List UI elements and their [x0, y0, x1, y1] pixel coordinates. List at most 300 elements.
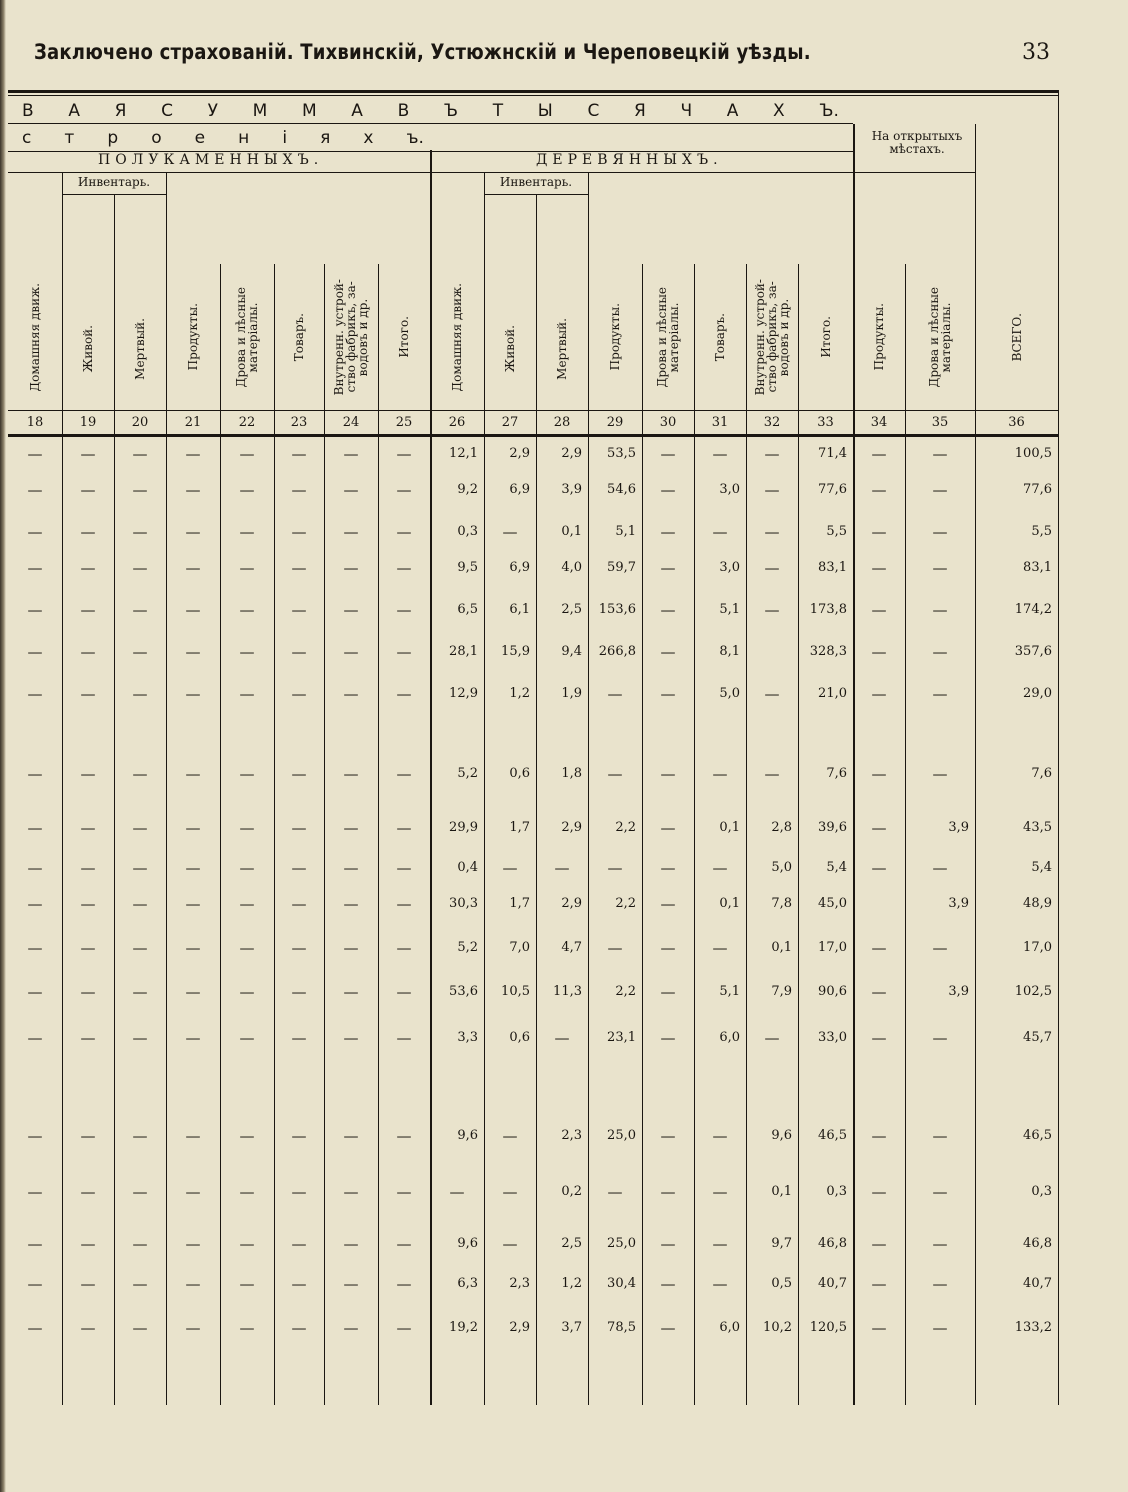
table-cell: —: [291, 1183, 307, 1201]
table-cell: —: [27, 481, 43, 499]
table-cell: —: [239, 559, 255, 577]
table-cell: —: [932, 601, 948, 619]
table-cell: 5,5: [1031, 524, 1052, 539]
table-cell: 90,6: [818, 984, 847, 999]
table-cell: —: [291, 983, 307, 1001]
table-cell: 9,5: [457, 560, 478, 575]
table-cell: —: [185, 601, 201, 619]
table-cell: —: [27, 1275, 43, 1293]
table-cell: 46,8: [818, 1236, 847, 1251]
table-cell: —: [554, 1029, 570, 1047]
table-cell: —: [712, 523, 728, 541]
table-cell: 43,5: [1023, 820, 1052, 835]
table-cell: 266,8: [598, 644, 636, 659]
table-cell: 53,5: [607, 446, 636, 461]
table-cell: 0,1: [561, 524, 582, 539]
table-cell: 9,4: [561, 644, 582, 659]
table-cell: —: [660, 983, 676, 1001]
table-cell: —: [80, 1235, 96, 1253]
table-cell: —: [239, 445, 255, 463]
table-cell: —: [185, 1183, 201, 1201]
table-cell: —: [660, 1029, 676, 1047]
table-cell: —: [396, 895, 412, 913]
table-cell: 153,6: [598, 602, 636, 617]
table-cell: —: [27, 1183, 43, 1201]
table-cell: —: [343, 1183, 359, 1201]
table-cell: —: [80, 559, 96, 577]
table-cell: —: [239, 939, 255, 957]
table-cell: —: [80, 601, 96, 619]
table-cell: —: [932, 1029, 948, 1047]
table-cell: —: [660, 859, 676, 877]
table-cell: —: [396, 1029, 412, 1047]
table-cell: —: [291, 601, 307, 619]
table-cell: —: [185, 1319, 201, 1337]
table-cell: 3,0: [719, 560, 740, 575]
column-heading-label: Внутренн. устрой- ство фабрикъ, за- водовъ и др.: [753, 278, 791, 396]
table-cell: —: [607, 765, 623, 783]
table-cell: —: [80, 819, 96, 837]
table-cell: 120,5: [809, 1320, 847, 1335]
table-cell: —: [343, 983, 359, 1001]
table-cell: —: [932, 523, 948, 541]
table-cell: —: [80, 1183, 96, 1201]
table-cell: —: [932, 859, 948, 877]
table-cell: 173,8: [809, 602, 847, 617]
table-cell: —: [132, 895, 148, 913]
column-number: 36: [1008, 415, 1025, 430]
table-cell: 133,2: [1014, 1320, 1052, 1335]
table-cell: 2,9: [509, 446, 530, 461]
table-cell: —: [80, 1127, 96, 1145]
table-cell: —: [132, 765, 148, 783]
table-cell: —: [712, 445, 728, 463]
table-cell: 100,5: [1014, 446, 1052, 461]
table-cell: —: [80, 983, 96, 1001]
table-cell: —: [343, 895, 359, 913]
table-cell: —: [871, 1275, 887, 1293]
table-cell: 328,3: [809, 644, 847, 659]
table-cell: —: [27, 895, 43, 913]
column-heading: [274, 266, 324, 408]
table-cell: 5,2: [457, 940, 478, 955]
table-cell: 2,2: [615, 896, 636, 911]
band-letter: я: [320, 128, 331, 148]
table-cell: —: [932, 559, 948, 577]
table-cell: —: [27, 819, 43, 837]
table-cell: 8,1: [719, 644, 740, 659]
table-cell: 30,3: [449, 896, 478, 911]
table-cell: —: [80, 939, 96, 957]
table-cell: —: [291, 481, 307, 499]
table-cell: —: [871, 445, 887, 463]
column-number: 35: [931, 415, 949, 430]
band-letter: ъ.: [406, 128, 424, 148]
table-cell: —: [291, 445, 307, 463]
top-rule-thin: [8, 95, 1058, 96]
table-cell: 1,7: [509, 896, 530, 911]
table-cell: —: [132, 685, 148, 703]
table-cell: —: [932, 1275, 948, 1293]
table-cell: —: [871, 1319, 887, 1337]
table-cell: —: [132, 1183, 148, 1201]
table-cell: —: [343, 601, 359, 619]
table-cell: —: [185, 1127, 201, 1145]
table-cell: —: [80, 1029, 96, 1047]
band-letter: е: [194, 128, 206, 148]
table-cell: —: [343, 559, 359, 577]
table-cell: —: [185, 895, 201, 913]
table-cell: —: [871, 765, 887, 783]
table-cell: —: [712, 939, 728, 957]
table-cell: —: [291, 523, 307, 541]
band-letter: В: [397, 101, 410, 121]
table-cell: 6,0: [719, 1320, 740, 1335]
column-heading: [220, 266, 274, 408]
table-cell: —: [343, 859, 359, 877]
column-number: 24: [342, 415, 360, 430]
column-number: 21: [184, 415, 202, 430]
table-cell: —: [291, 939, 307, 957]
column-heading: [62, 290, 114, 408]
table-cell: —: [396, 939, 412, 957]
column-number: 26: [448, 415, 466, 430]
table-cell: —: [932, 643, 948, 661]
band-letter: т: [64, 128, 75, 148]
table-cell: 29,9: [449, 820, 478, 835]
table-cell: —: [502, 859, 518, 877]
column-number: 32: [763, 415, 781, 430]
column-heading: [746, 266, 798, 408]
table-cell: —: [607, 685, 623, 703]
table-cell: 9,2: [457, 482, 478, 497]
table-cell: —: [291, 1235, 307, 1253]
inventory-side-rule: [166, 172, 167, 264]
table-cell: 3,9: [948, 984, 969, 999]
band-letter: Ъ.: [819, 101, 839, 121]
table-cell: —: [239, 1235, 255, 1253]
band-letter: Я: [633, 101, 646, 121]
table-cell: 77,6: [1023, 482, 1052, 497]
table-cell: —: [660, 895, 676, 913]
inventory-heading-wooden: Инвентарь.: [499, 175, 573, 189]
table-cell: 0,3: [457, 524, 478, 539]
table-cell: 19,2: [449, 1320, 478, 1335]
column-heading-label: Домашняя движ.: [28, 282, 42, 392]
table-cell: —: [239, 1127, 255, 1145]
table-cell: 4,7: [561, 940, 582, 955]
table-cell: —: [185, 1235, 201, 1253]
table-cell: —: [343, 1127, 359, 1145]
table-cell: —: [239, 481, 255, 499]
column-number: 19: [79, 415, 97, 430]
table-cell: —: [132, 819, 148, 837]
table-cell: —: [660, 1319, 676, 1337]
table-cell: —: [554, 859, 570, 877]
column-number: 28: [553, 415, 571, 430]
column-heading-label: Домашняя движ.: [450, 282, 464, 392]
table-cell: —: [660, 559, 676, 577]
table-cell: 5,4: [826, 860, 847, 875]
table-cell: 5,1: [719, 602, 740, 617]
table-cell: 83,1: [818, 560, 847, 575]
table-cell: —: [871, 939, 887, 957]
table-cell: —: [291, 1029, 307, 1047]
table-cell: —: [871, 523, 887, 541]
table-cell: 4,0: [561, 560, 582, 575]
table-cell: 5,1: [615, 524, 636, 539]
open-group-rule: [853, 172, 975, 173]
table-cell: —: [132, 1235, 148, 1253]
table-cell: 1,7: [509, 820, 530, 835]
table-cell: —: [27, 523, 43, 541]
band-letter: У: [207, 101, 218, 121]
table-cell: —: [343, 819, 359, 837]
table-cell: —: [932, 1319, 948, 1337]
table-cell: —: [660, 523, 676, 541]
table-cell: —: [871, 1127, 887, 1145]
table-cell: —: [396, 983, 412, 1001]
table-cell: —: [396, 559, 412, 577]
table-cell: —: [502, 523, 518, 541]
table-cell: 357,6: [1014, 644, 1052, 659]
header-band-buildings: [8, 124, 438, 152]
table-cell: —: [871, 601, 887, 619]
table-cell: —: [239, 765, 255, 783]
table-cell: 5,0: [771, 860, 792, 875]
table-cell: —: [660, 939, 676, 957]
table-cell: —: [764, 1029, 780, 1047]
table-cell: 40,7: [818, 1276, 847, 1291]
table-cell: 30,4: [607, 1276, 636, 1291]
table-cell: —: [343, 445, 359, 463]
table-cell: —: [185, 445, 201, 463]
column-number: 30: [659, 415, 677, 430]
band-letter: Ы: [537, 101, 553, 121]
table-cell: —: [80, 643, 96, 661]
column-heading-label: Итого.: [818, 316, 833, 358]
table-cell: 2,9: [561, 896, 582, 911]
table-cell: 46,5: [1023, 1128, 1052, 1143]
table-cell: —: [712, 1275, 728, 1293]
table-cell: —: [80, 445, 96, 463]
table-cell: —: [80, 685, 96, 703]
column-heading: [430, 266, 484, 408]
table-cell: —: [239, 643, 255, 661]
band-letter: М: [301, 101, 317, 121]
table-cell: 46,8: [1023, 1236, 1052, 1251]
table-cell: 0,2: [561, 1184, 582, 1199]
table-cell: 59,7: [607, 560, 636, 575]
column-heading-label: Дрова и лѣсные матеріалы.: [234, 286, 260, 388]
table-cell: 78,5: [607, 1320, 636, 1335]
table-cell: —: [396, 1319, 412, 1337]
table-cell: 9,7: [771, 1236, 792, 1251]
group-heading-open-places: На открытыхъ мѣстахъ.: [871, 129, 963, 156]
table-cell: —: [132, 601, 148, 619]
table-cell: 12,1: [449, 446, 478, 461]
table-cell: [853, 894, 905, 914]
table-cell: —: [132, 481, 148, 499]
column-heading-label: Товаръ.: [292, 312, 306, 362]
table-cell: —: [396, 601, 412, 619]
column-rule: [536, 194, 537, 1405]
group-heading-semistone: ПОЛУКАМЕННЫХЪ.: [98, 152, 324, 168]
table-cell: 77,6: [818, 482, 847, 497]
table-cell: —: [132, 559, 148, 577]
band-letter: р: [107, 128, 119, 148]
table-cell: 29,0: [1023, 686, 1052, 701]
table-cell: —: [239, 859, 255, 877]
table-cell: —: [396, 643, 412, 661]
table-cell: —: [185, 559, 201, 577]
table-cell: —: [185, 643, 201, 661]
table-cell: —: [396, 859, 412, 877]
column-heading: [798, 266, 853, 408]
table-cell: —: [932, 765, 948, 783]
band-letter: Ч: [680, 101, 693, 121]
table-cell: 3,3: [457, 1030, 478, 1045]
table-cell: —: [660, 445, 676, 463]
table-cell: —: [871, 1183, 887, 1201]
table-cell: 53,6: [449, 984, 478, 999]
table-cell: —: [27, 1235, 43, 1253]
column-heading-label: Живой.: [81, 325, 95, 373]
table-cell: —: [291, 685, 307, 703]
table-cell: —: [660, 1127, 676, 1145]
table-cell: 2,3: [561, 1128, 582, 1143]
column-heading-label: Мертвый.: [555, 318, 569, 380]
page-binding-edge: [0, 0, 6, 1492]
table-cell: —: [80, 481, 96, 499]
table-cell: —: [291, 1127, 307, 1145]
column-heading: [114, 290, 166, 408]
table-cell: —: [291, 819, 307, 837]
table-cell: 5,5: [826, 524, 847, 539]
table-cell: —: [396, 1127, 412, 1145]
table-cell: 0,1: [771, 1184, 792, 1199]
column-number: 31: [711, 415, 729, 430]
table-cell: —: [239, 819, 255, 837]
column-number: 25: [395, 415, 413, 430]
inventory-side-rule: [484, 172, 485, 264]
table-cell: —: [871, 559, 887, 577]
column-heading: [8, 266, 62, 408]
table-cell: —: [343, 1029, 359, 1047]
table-cell: —: [27, 559, 43, 577]
table-cell: 2,2: [615, 984, 636, 999]
table-cell: 7,6: [1031, 766, 1052, 781]
table-cell: 46,5: [818, 1128, 847, 1143]
column-rule: [114, 194, 115, 1405]
table-cell: —: [871, 1235, 887, 1253]
column-heading: [536, 290, 588, 408]
table-cell: —: [80, 1319, 96, 1337]
band-letter: о: [151, 128, 162, 148]
column-number: 33: [817, 415, 834, 430]
column-heading: [166, 266, 220, 408]
column-number: 20: [131, 415, 149, 430]
table-cell: —: [132, 643, 148, 661]
table-cell: —: [27, 983, 43, 1001]
band-letter: х: [363, 128, 374, 148]
table-cell: —: [607, 939, 623, 957]
table-cell: 2,5: [561, 602, 582, 617]
table-cell: —: [343, 481, 359, 499]
column-heading: [324, 266, 378, 408]
band-letter: С: [161, 101, 173, 121]
table-cell: 0,4: [457, 860, 478, 875]
table-cell: —: [712, 1235, 728, 1253]
table-cell: —: [660, 481, 676, 499]
table-cell: 9,6: [771, 1128, 792, 1143]
band-letter: і: [282, 128, 288, 148]
table-cell: —: [764, 559, 780, 577]
statistical-table: [8, 90, 1058, 1420]
table-cell: —: [871, 643, 887, 661]
table-cell: 12,9: [449, 686, 478, 701]
band-letter: н: [238, 128, 250, 148]
table-cell: —: [607, 1183, 623, 1201]
table-cell: —: [660, 643, 676, 661]
table-cell: —: [660, 1183, 676, 1201]
table-cell: —: [502, 1183, 518, 1201]
column-heading-label: Продукты.: [186, 303, 200, 371]
table-cell: —: [712, 1127, 728, 1145]
table-cell: —: [871, 819, 887, 837]
table-cell: 2,9: [561, 446, 582, 461]
table-cell: 1,2: [561, 1276, 582, 1291]
table-cell: 23,1: [607, 1030, 636, 1045]
table-cell: —: [185, 983, 201, 1001]
table-cell: 6,3: [457, 1276, 478, 1291]
table-cell: 45,0: [818, 896, 847, 911]
column-heading-label: Дрова и лѣсные матеріалы.: [927, 286, 953, 388]
column-heading-label: Внутренн. устрой- ство фабрикъ, за- водовъ и др.: [332, 278, 370, 396]
table-cell: 10,5: [501, 984, 530, 999]
table-cell: 45,7: [1023, 1030, 1052, 1045]
table-cell: —: [396, 1235, 412, 1253]
table-cell: —: [27, 445, 43, 463]
table-cell: —: [132, 1319, 148, 1337]
table-cell: —: [27, 939, 43, 957]
column-number: 22: [238, 415, 256, 430]
table-cell: —: [185, 481, 201, 499]
table-cell: —: [871, 983, 887, 1001]
column-heading: [975, 266, 1058, 408]
table-cell: —: [239, 523, 255, 541]
table-cell: 3,7: [561, 1320, 582, 1335]
band-letter: с: [22, 128, 32, 148]
table-cell: —: [27, 765, 43, 783]
band-letter: Ъ: [443, 101, 459, 121]
table-cell: 5,2: [457, 766, 478, 781]
band-letter: Т: [492, 101, 504, 121]
table-cell: 9,6: [457, 1236, 478, 1251]
table-cell: 174,2: [1014, 602, 1052, 617]
column-heading-label: Живой.: [503, 325, 517, 373]
table-cell: 7,9: [771, 984, 792, 999]
table-cell: —: [343, 939, 359, 957]
header-band-sum: [8, 97, 853, 125]
table-cell: 5,4: [1031, 860, 1052, 875]
table-cell: 17,0: [1023, 940, 1052, 955]
column-number: 23: [290, 415, 308, 430]
table-cell: 0,6: [509, 766, 530, 781]
table-cell: —: [871, 1029, 887, 1047]
table-cell: 1,8: [561, 766, 582, 781]
table-cell: 33,0: [818, 1030, 847, 1045]
